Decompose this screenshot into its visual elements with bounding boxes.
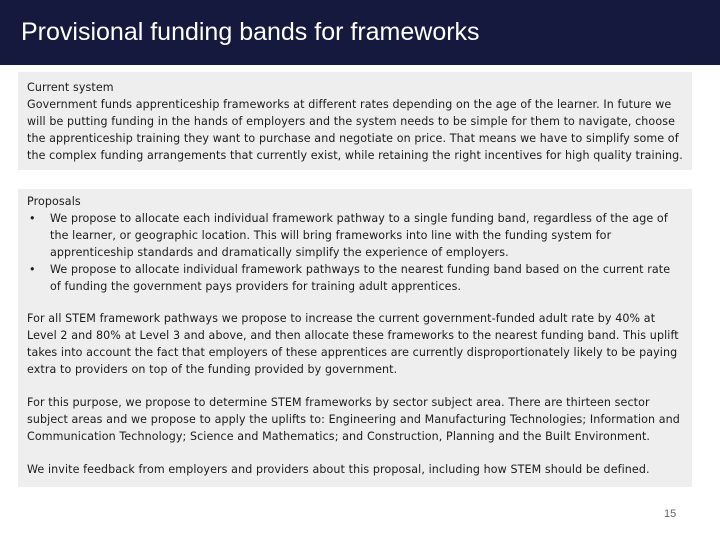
bullet-icon: • bbox=[29, 211, 36, 225]
current-system-heading: Current system bbox=[27, 81, 114, 94]
slide-title: Provisional funding bands for frameworks bbox=[21, 18, 480, 46]
proposals-box bbox=[18, 189, 692, 487]
proposals-bullet-list bbox=[27, 211, 683, 296]
proposal-bullet-text: We propose to allocate individual framework pathways to the nearest funding band based on the current rate of funding the government pays providers for training adult apprentices. bbox=[50, 262, 671, 293]
proposal-bullet-text: We propose to allocate each individual framework pathway to a single funding band, regardless of the age of the learner, or geographic location. This will bring frameworks into line with the funding system for apprenticeship standards and dramatically simplify the experience of employers. bbox=[50, 211, 668, 259]
title-bar bbox=[0, 0, 720, 65]
proposal-bullet-item bbox=[27, 262, 683, 296]
bullet-icon: • bbox=[29, 262, 36, 276]
stem-definition-paragraph: For this purpose, we propose to determine STEM frameworks by sector subject area. There are thirteen sector subject areas and we propose to apply the uplifts to: Engineering and Manufacturing Technologies; Information and Communication Technology; Science and Mathematics; and Construction, Planning and the Built Environment. bbox=[27, 396, 680, 443]
stem-uplift-paragraph: For all STEM framework pathways we propose to increase the current government-funded adult rate by 40% at Level 2 and 80% at Level 3 and above, and then allocate these frameworks to the nearest funding band. This uplift takes into account the fact that employers of these apprentices are currently disproportionately likely to be paying extra to providers on top of the funding provided by government. bbox=[27, 312, 679, 377]
current-system-box bbox=[18, 72, 692, 170]
proposal-bullet-item bbox=[27, 211, 683, 262]
feedback-invitation-paragraph: We invite feedback from employers and providers about this proposal, including how STEM should be defined. bbox=[27, 462, 650, 476]
current-system-body: Government funds apprenticeship frameworks at different rates depending on the age of the learner. In future we will be putting funding in the hands of employers and the system needs to be simple for them to navigate, choose the apprenticeship training they want to purchase and negotiate on price. That means we have to simplify some of the complex funding arrangements that currently exist, while retaining the right incentives for high quality training. bbox=[27, 97, 683, 162]
page-number: 15 bbox=[664, 508, 677, 520]
proposals-heading: Proposals bbox=[27, 195, 81, 208]
